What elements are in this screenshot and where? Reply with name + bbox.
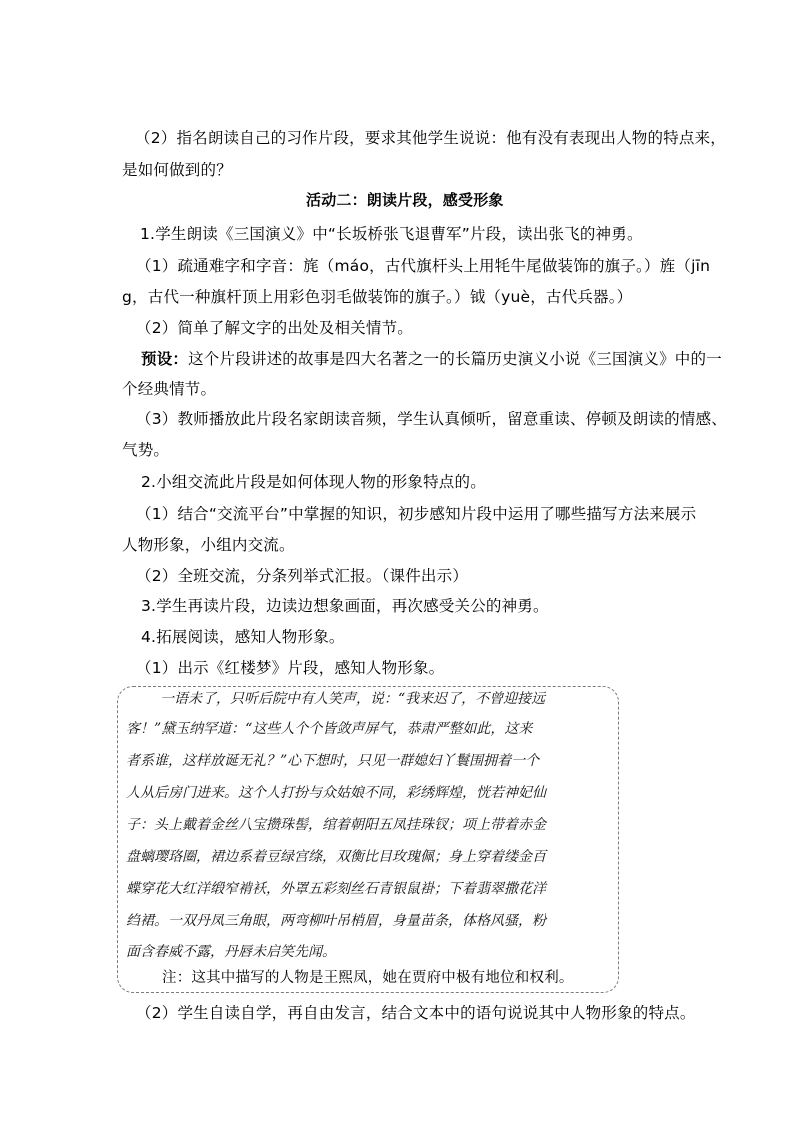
paragraph-line: 1.学生朗读《三国演义》中“长坂桥张飞退曹军”片段，读出张飞的神勇。 (140, 225, 643, 243)
excerpt-note: 注：这其中描写的人物是王熙凤，她在贾府中极有地位和权利。 (162, 970, 574, 986)
paragraph-line: g，古代一种旗杆顶上用彩色羽毛做装饰的旗子。）钺（yuè，古代兵器。） (122, 288, 633, 306)
paragraph-line: （3）教师播放此片段名家朗读音频，学生认真倾听，留意重读、停顿及朗读的情感、 (136, 410, 727, 428)
excerpt-line: 人从后房门进来。这个人打扮与众姑娘不同，彩绣辉煌，恍若神妃仙 (126, 785, 546, 801)
excerpt-line: 者系谁，这样放诞无礼？”心下想时，只见一群媳妇丫鬟围拥着一个 (126, 753, 540, 769)
paragraph-line: （2）全班交流，分条列举式汇报。（课件出示） (136, 567, 469, 585)
paragraph-line: （2）指名朗读自己的习作片段，要求其他学生说说：他有没有表现出人物的特点来， (135, 129, 726, 147)
paragraph-line: 3.学生再读片段，边读边想象画面，再次感受关公的神勇。 (141, 597, 549, 615)
preset-label: 预设： (141, 350, 189, 368)
excerpt-line: 子：头上戴着金丝八宝攒珠髻，绾着朝阳五凤挂珠钗；项上带着赤金 (126, 817, 546, 833)
paragraph-line: 人物形象，小组内交流。 (122, 536, 295, 554)
excerpt-line: 蝶穿花大红洋缎窄褃袄，外罩五彩刻丝石青银鼠褂；下着翡翠撒花洋 (126, 881, 546, 897)
excerpt-line: 一语未了，只听后院中有人笑声，说：“我来迟了，不曾迎接远 (160, 691, 546, 707)
paragraph-line: （1）疏通难字和字音：旄（máo，古代旗杆头上用牦牛尾做装饰的旗子。）旌（jīn (136, 257, 711, 275)
excerpt-line: 绉裙。一双丹凤三角眼，两弯柳叶吊梢眉，身量苗条，体格风骚，粉 (126, 913, 546, 929)
excerpt-line: 盘螭璎珞圈，裙边系着豆绿宫绦，双衡比目玫瑰佩；身上穿着缕金百 (126, 849, 546, 865)
preset-text: 这个片段讲述的故事是四大名著之一的长篇历史演义小说《三国演义》中的一 (188, 350, 722, 368)
paragraph-line: 个经典情节。 (122, 380, 217, 398)
paragraph-line: 4.拓展阅读，感知人物形象。 (141, 628, 345, 646)
paragraph-line: （2）学生自读自学，再自由发言，结合文本中的语句说说其中人物形象的特点。 (136, 1004, 696, 1022)
paragraph-line: （1）出示《红楼梦》片段，感知人物形象。 (136, 659, 445, 677)
paragraph-line: 2.小组交流此片段是如何体现人物的形象特点的。 (141, 473, 486, 491)
paragraph-line: （1）结合“交流平台”中掌握的知识，初步感知片段中运用了哪些描写方法来展示 (136, 505, 697, 523)
paragraph-line: 是如何做到的？ (122, 161, 232, 179)
paragraph-line: （2）简单了解文字的出处及相关情节。 (136, 319, 413, 337)
paragraph-line: 气势。 (122, 441, 170, 459)
excerpt-line: 客！”黛玉纳罕道：“这些人个个皆敛声屏气，恭肃严整如此，这来 (126, 721, 533, 737)
section-heading: 活动二：朗读片段，感受形象 (306, 191, 504, 209)
paragraph-line (141, 349, 722, 369)
excerpt-line: 面含春威不露，丹唇未启笑先闻。 (126, 944, 336, 960)
